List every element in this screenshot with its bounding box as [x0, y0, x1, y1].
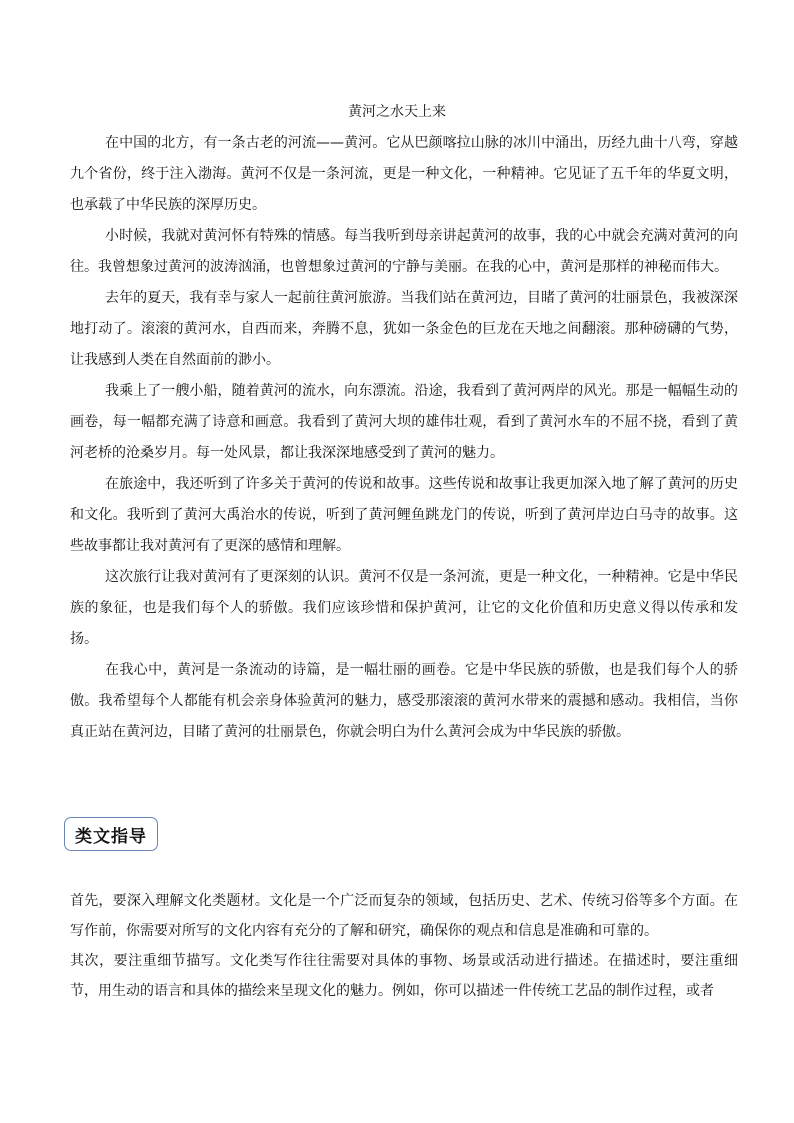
- guide-body: [70, 886, 738, 1006]
- essay-body: [70, 128, 738, 748]
- essay-paragraph: 我乘上了一艘小船，随着黄河的流水，向东漂流。沿途，我看到了黄河两岸的风光。那是一幅幅生动的画卷，每一幅都充满了诗意和画意。我看到了黄河大坝的雄伟壮观，看到了黄河水车的不屈不挠，看到了黄河老桥的沧桑岁月。每一处风景，都让我深深地感受到了黄河的魅力。: [70, 383, 738, 461]
- guide-paragraph: 首先，要深入理解文化类题材。文化是一个广泛而复杂的领域，包括历史、艺术、传统习俗等多个方面。在写作前，你需要对所写的文化内容有充分的了解和研究，确保你的观点和信息是准确和可靠的。: [70, 893, 738, 939]
- section-heading-box: [64, 817, 158, 851]
- guide-paragraph: 其次，要注重细节描写。文化类写作往往需要对具体的事物、场景或活动进行描述。在描述时，要注重细节，用生动的语言和具体的描绘来呈现文化的魅力。例如，你可以描述一件传统工艺品的制作过程，或者: [70, 953, 738, 999]
- essay-paragraph: 去年的夏天，我有幸与家人一起前往黄河旅游。当我们站在黄河边，目睹了黄河的壮丽景色，我被深深地打动了。滚滚的黄河水，自西而来，奔腾不息，犹如一条金色的巨龙在天地之间翻滚。那种磅礴的气势，让我感到人类在自然面前的渺小。: [70, 290, 738, 368]
- section-heading: 类文指导: [75, 826, 147, 847]
- essay-paragraph: 在旅途中，我还听到了许多关于黄河的传说和故事。这些传说和故事让我更加深入地了解了黄河的历史和文化。我听到了黄河大禹治水的传说，听到了黄河鲤鱼跳龙门的传说，听到了黄河岸边白马寺的故事。这些故事都让我对黄河有了更深的感情和理解。: [70, 476, 738, 554]
- essay-paragraph: 在中国的北方，有一条古老的河流——黄河。它从巴颜喀拉山脉的冰川中涌出，历经九曲十八弯，穿越九个省份，终于注入渤海。黄河不仅是一条河流，更是一种文化，一种精神。它见证了五千年的华夏文明，也承载了中华民族的深厚历史。: [70, 135, 738, 213]
- essay-paragraph: 在我心中，黄河是一条流动的诗篇，是一幅壮丽的画卷。它是中华民族的骄傲，也是我们每个人的骄傲。我希望每个人都能有机会亲身体验黄河的魅力，感受那滚滚的黄河水带来的震撼和感动。我相信，当你真正站在黄河边，目睹了黄河的壮丽景色，你就会明白为什么黄河会成为中华民族的骄傲。: [70, 662, 738, 740]
- essay-title: 黄河之水天上来: [348, 104, 446, 120]
- essay-paragraph: 这次旅行让我对黄河有了更深刻的认识。黄河不仅是一条河流，更是一种文化，一种精神。它是中华民族的象征，也是我们每个人的骄傲。我们应该珍惜和保护黄河，让它的文化价值和历史意义得以传承和发扬。: [70, 569, 738, 647]
- essay-paragraph: 小时候，我就对黄河怀有特殊的情感。每当我听到母亲讲起黄河的故事，我的心中就会充满对黄河的向往。我曾想象过黄河的波涛汹涌，也曾想象过黄河的宁静与美丽。在我的心中，黄河是那样的神秘而伟大。: [70, 228, 738, 275]
